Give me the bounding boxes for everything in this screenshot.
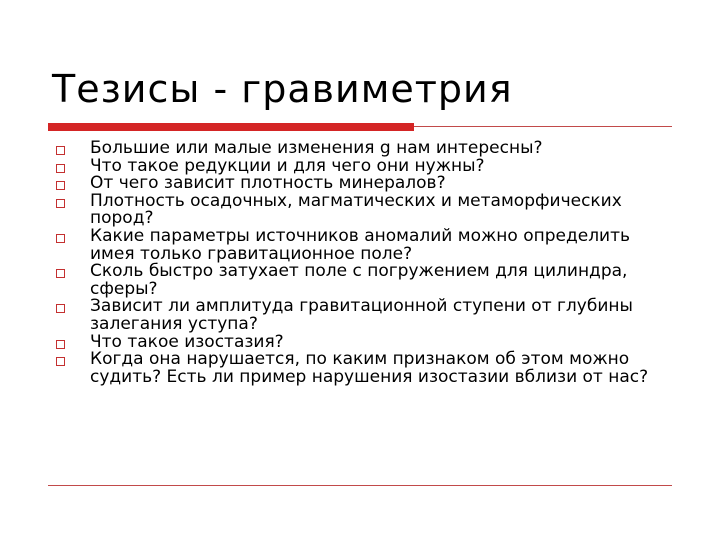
hollow-square-icon: [56, 340, 65, 349]
bullet-text: Зависит ли амплитуда гравитационной ступени от глубины залегания уступа?: [90, 296, 633, 334]
slide-title: Тезисы - гравиметрия: [52, 67, 513, 111]
hollow-square-icon: [56, 146, 65, 155]
hollow-square-icon: [56, 234, 65, 243]
bullet-text: Когда она нарушается, по каким признаком об этом можно судить? Есть ли пример нарушения изостазии вблизи от нас?: [90, 349, 649, 387]
hollow-square-icon: [56, 181, 65, 190]
hollow-square-icon: [56, 164, 65, 173]
bullet-text: От чего зависит плотность минералов?: [90, 173, 446, 194]
bullet-text: Сколь быстро затухает поле с погружением для цилиндра, сферы?: [90, 261, 628, 299]
bullet-item: [52, 298, 672, 333]
bullet-text: Большие или малые изменения g нам интересны?: [90, 138, 543, 158]
title-divider: [48, 123, 672, 131]
hollow-square-icon: [56, 199, 65, 208]
bullet-text: Что такое редукции и для чего они нужны?: [90, 155, 485, 176]
bullet-item: [52, 263, 672, 298]
hollow-square-icon: [56, 269, 65, 278]
bullet-text: Что такое изостазия?: [90, 331, 284, 352]
bullet-list: [52, 140, 672, 386]
hollow-square-icon: [56, 357, 65, 366]
bullet-item: [52, 351, 672, 386]
footer-divider-line: [48, 485, 672, 486]
bullet-text: Какие параметры источников аномалий можно определить имея только гравитационное поле?: [90, 225, 631, 264]
bullet-text: Плотность осадочных, магматических и метаморфических пород?: [90, 190, 622, 229]
bullet-item: [52, 190, 672, 229]
hollow-square-icon: [56, 304, 65, 313]
bullet-item: [52, 225, 672, 264]
title-divider-accent-bar: [48, 123, 414, 131]
